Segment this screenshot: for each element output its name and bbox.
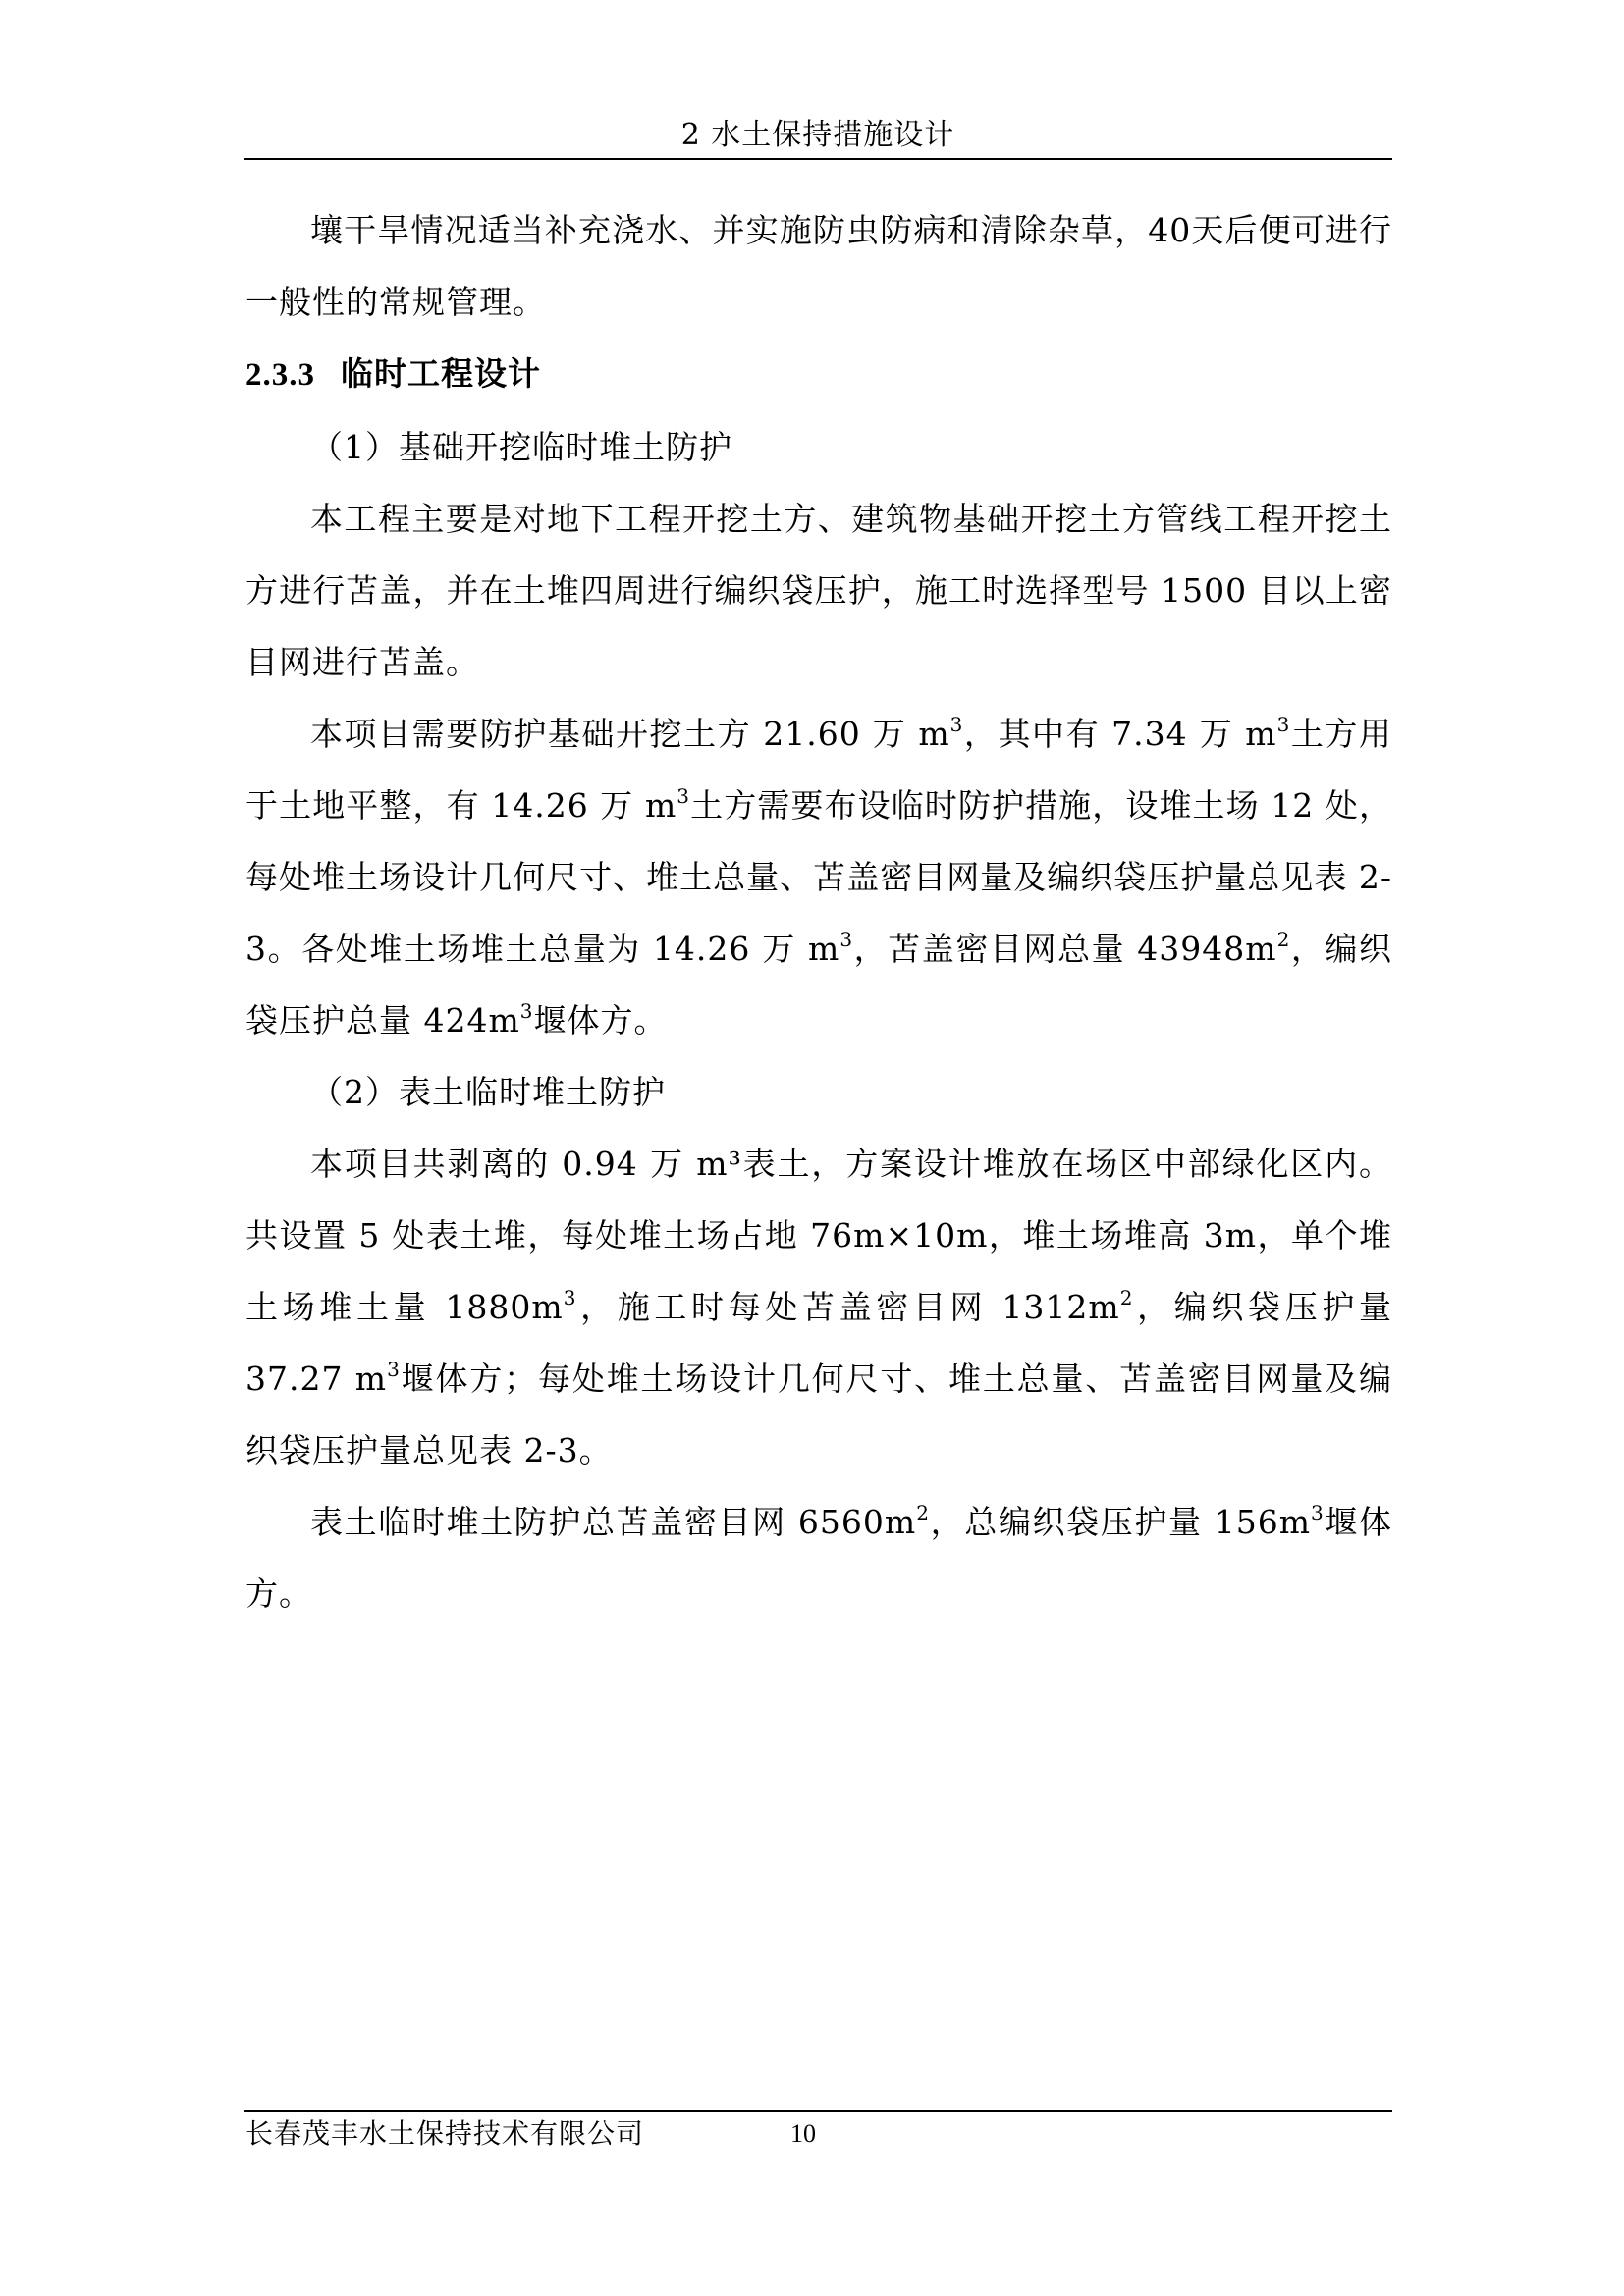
text-run: 土方需要布设临时防护措施，设堆土场 12 处，每处堆土场设计几何尺寸、堆土总量、苫盖密目网量及编织袋压护量总见表 2-3。各处堆土场堆土总量为 14.26 万 m bbox=[245, 786, 1392, 968]
footer-divider bbox=[244, 2110, 1392, 2112]
section-title: 临时工程设计 bbox=[341, 354, 541, 393]
text-run: ，总编织袋压护量 156m bbox=[929, 1503, 1311, 1541]
page-number: 10 bbox=[790, 2119, 816, 2148]
superscript: 3 bbox=[563, 1286, 577, 1309]
paragraph-topsoil-piles bbox=[245, 1128, 1392, 1486]
text-run: 本项目需要防护基础开挖土方 21.60 万 m bbox=[310, 715, 950, 753]
subsection-title-1: （1）基础开挖临时堆土防护 bbox=[310, 428, 732, 466]
paragraph-topsoil-totals bbox=[245, 1486, 1392, 1629]
superscript: 3 bbox=[677, 784, 691, 808]
footer-company-name: 长春茂丰水土保持技术有限公司 bbox=[245, 2117, 645, 2150]
text-run: 堰体方。 bbox=[533, 1001, 668, 1040]
superscript: 3 bbox=[519, 999, 534, 1023]
running-header: 2 水土保持措施设计 bbox=[680, 118, 955, 152]
superscript: 2 bbox=[916, 1501, 930, 1524]
superscript: 3 bbox=[1311, 1501, 1325, 1524]
paragraph-excavation-cover: 本工程主要是对地下工程开挖土方、建筑物基础开挖土方管线工程开挖土方进行苫盖，并在土堆四周进行编织袋压护，施工时选择型号 1500 目以上密目网进行苫盖。 bbox=[245, 500, 1392, 681]
text-run: 表土临时堆土防护总苫盖密目网 6560m bbox=[310, 1503, 917, 1541]
superscript: 3 bbox=[1276, 713, 1291, 736]
section-number: 2.3.3 bbox=[245, 357, 315, 393]
text-run: 堰体方。 bbox=[245, 1503, 1392, 1613]
text-run: 本项目共剥离的 0.94 万 m³表土，方案设计堆放在场区中部绿化区内。共设置 5 处表土堆，每处堆土场占地 76m×10m，堆土场堆高 3m，单个堆土场堆土量 1880m bbox=[245, 1145, 1392, 1326]
paragraph-excavation-volume bbox=[245, 698, 1392, 1056]
superscript: 3 bbox=[949, 713, 964, 736]
superscript: 2 bbox=[1119, 1286, 1134, 1309]
superscript: 3 bbox=[839, 928, 854, 951]
text-run: 堰体方；每处堆土场设计几何尺寸、堆土总量、苫盖密目网量及编织袋压护量总见表 2-3。 bbox=[245, 1360, 1392, 1469]
body-content bbox=[245, 194, 1392, 1629]
header-divider bbox=[244, 158, 1392, 160]
text-run: ，苫盖密目网总量 43948m bbox=[853, 930, 1277, 968]
superscript: 2 bbox=[1276, 928, 1291, 951]
text-run: ，编织袋压护量 37.27 m bbox=[245, 1288, 1392, 1398]
section-heading bbox=[245, 338, 1392, 411]
text-run: ，编织袋压护总量 424m bbox=[245, 930, 1393, 1040]
text-run: ，其中有 7.34 万 m bbox=[963, 715, 1277, 753]
superscript: 3 bbox=[387, 1358, 401, 1381]
subsection-title-2: （2）表土临时堆土防护 bbox=[310, 1073, 666, 1111]
text-run: 土方用于土地平整，有 14.26 万 m bbox=[245, 715, 1392, 825]
paragraph-continued: 壤干旱情况适当补充浇水、并实施防虫防病和清除杂草，40天后便可进行一般性的常规管理。 bbox=[245, 211, 1392, 321]
text-run: ，施工时每处苫盖密目网 1312m bbox=[576, 1288, 1120, 1326]
